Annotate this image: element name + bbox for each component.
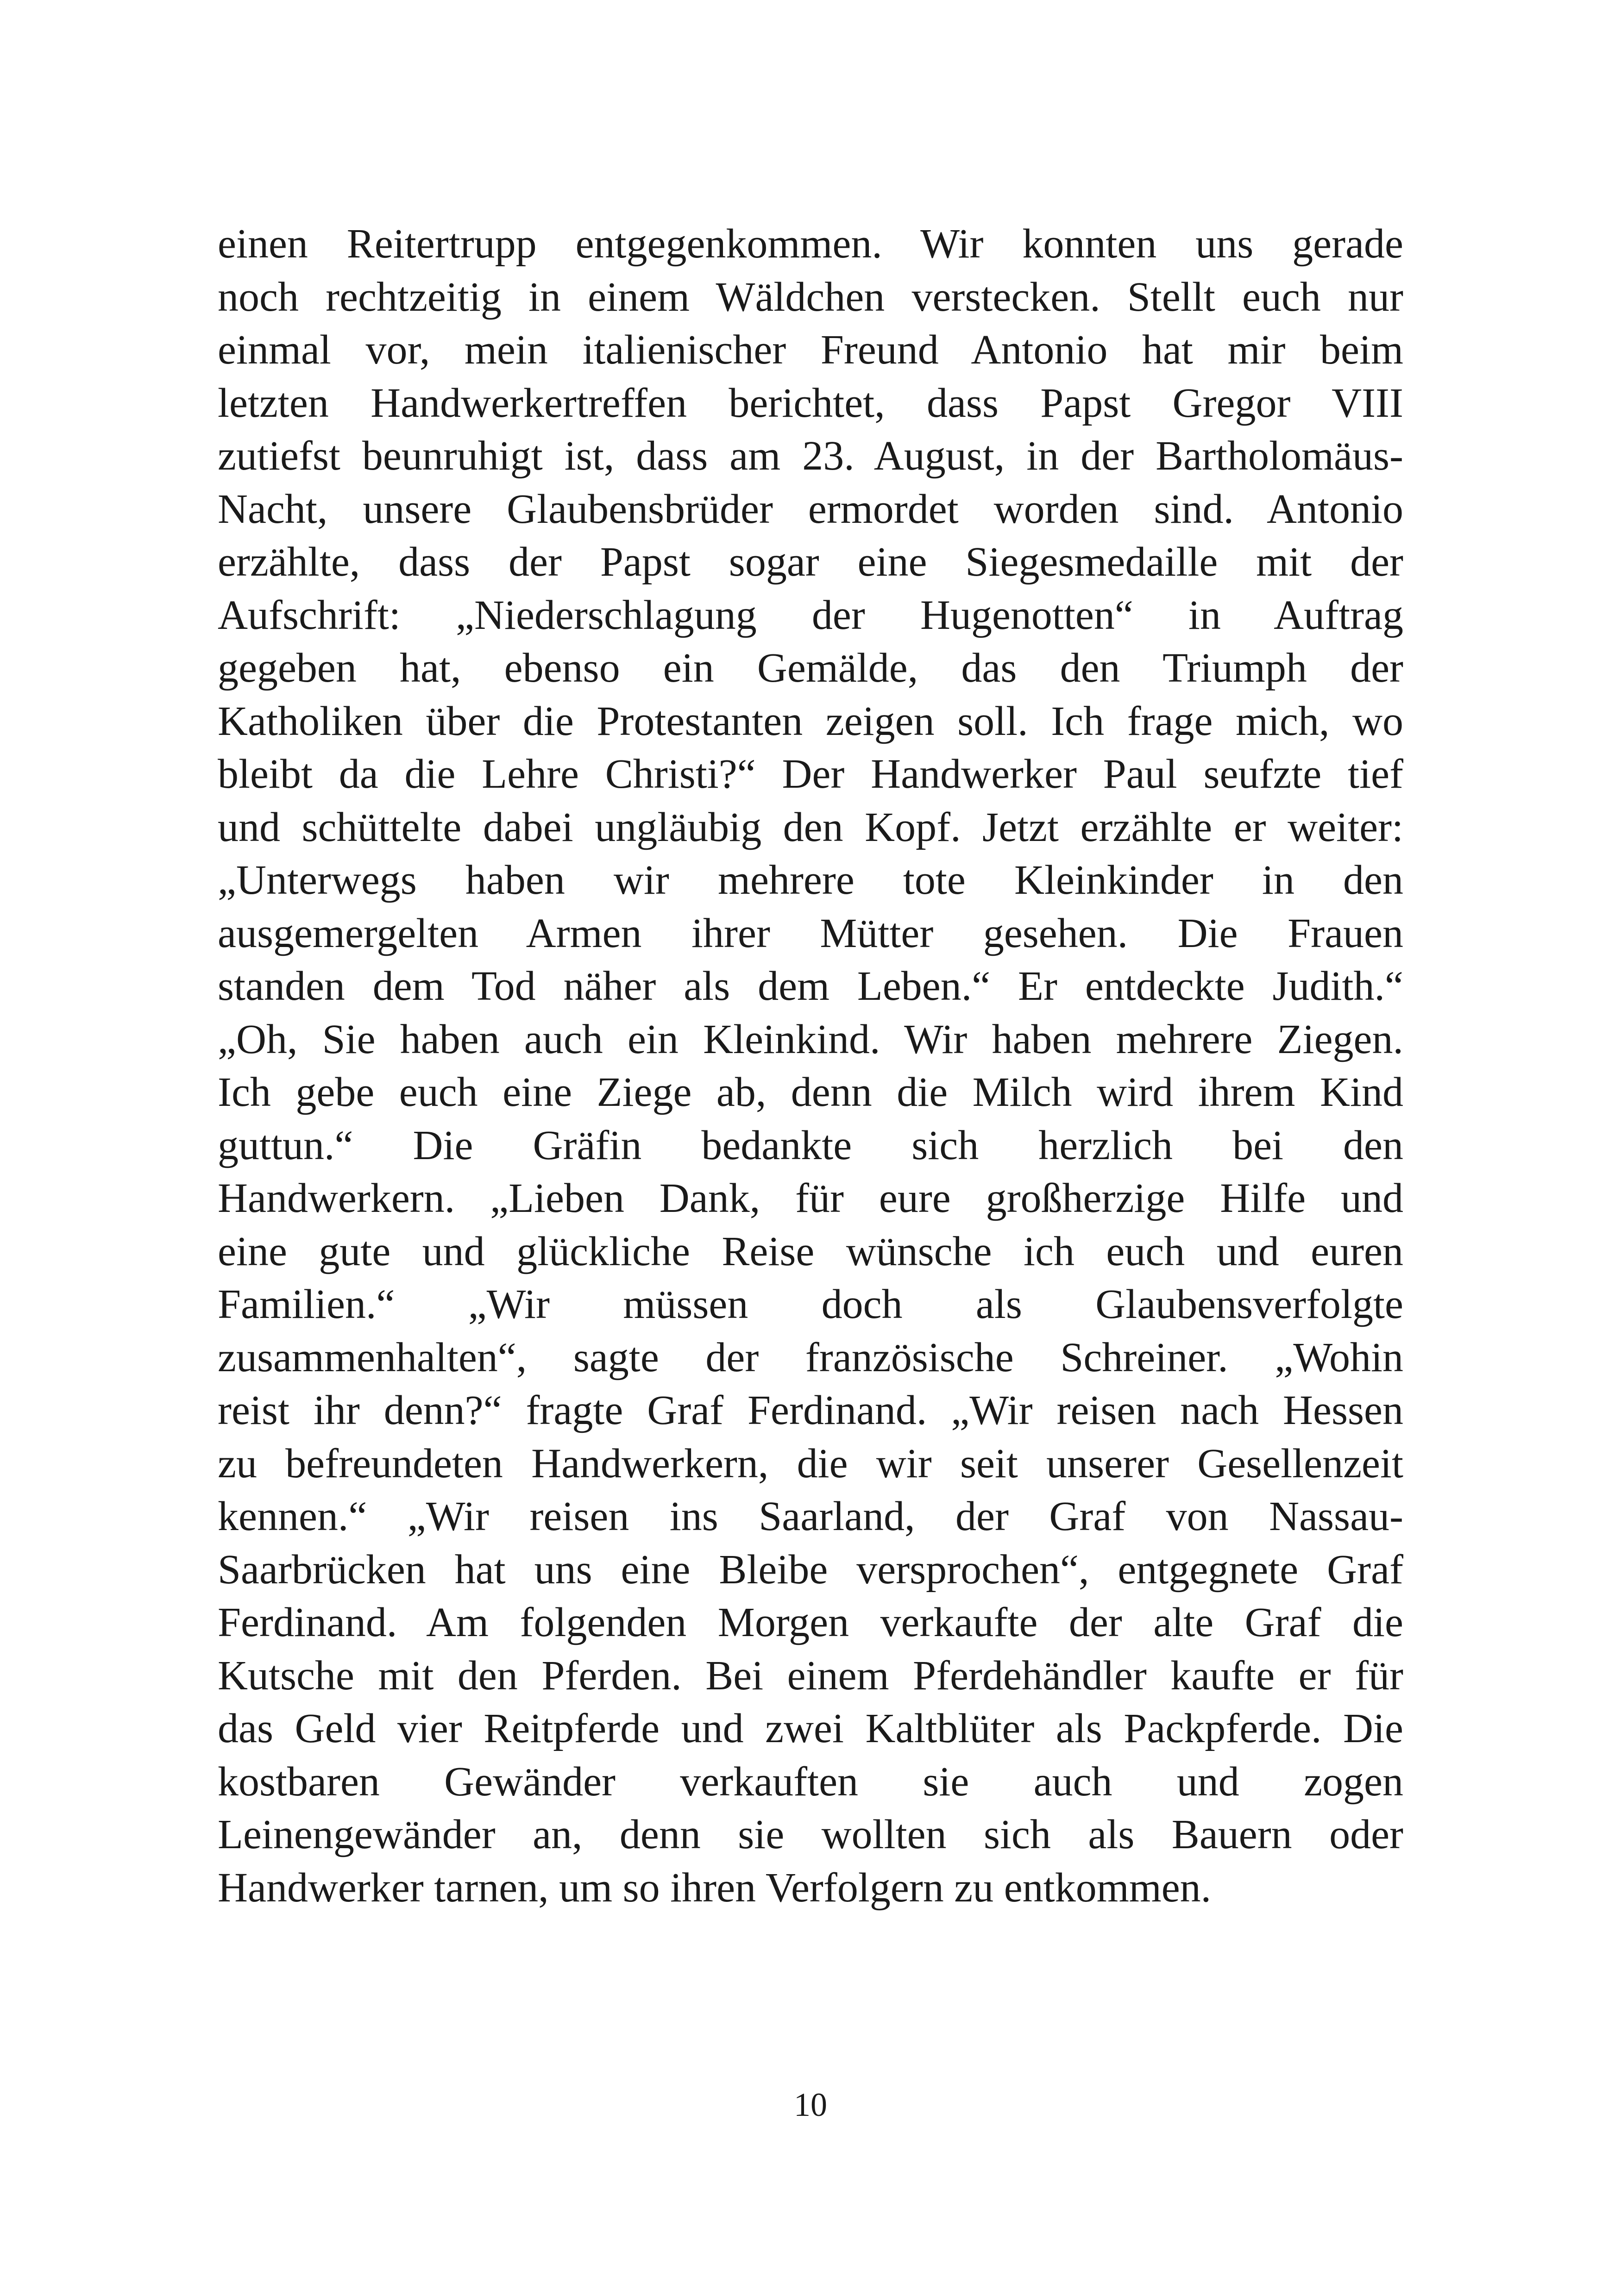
text-line: erzählte, dass der Papst sogar eine Siegesmedaille mit der (218, 539, 1403, 585)
text-line: Aufschrift: „Niederschlagung der Hugenotten“ in Auftrag (218, 592, 1403, 638)
text-line: bleibt da die Lehre Christi?“ Der Handwerker Paul seufzte tief (218, 751, 1403, 797)
page-number: 10 (794, 2086, 827, 2123)
text-line: Handwerkern. „Lieben Dank, für eure großherzige Hilfe und (218, 1175, 1403, 1221)
text-line: Katholiken über die Protestanten zeigen soll. Ich frage mich, wo (218, 698, 1403, 744)
text-line: „Oh, Sie haben auch ein Kleinkind. Wir haben mehrere Ziegen. (218, 1016, 1403, 1062)
body-text (218, 218, 1403, 1914)
text-line: letzten Handwerkertreffen berichtet, dass Papst Gregor VIII (218, 380, 1403, 426)
text-line: zusammenhalten“, sagte der französische Schreiner. „Wohin (218, 1334, 1403, 1380)
text-line: Saarbrücken hat uns eine Bleibe versprochen“, entgegnete Graf (218, 1546, 1403, 1593)
text-line: kostbaren Gewänder verkauften sie auch und zogen (218, 1758, 1403, 1805)
text-line: Kutsche mit den Pferden. Bei einem Pferdehändler kaufte er für (218, 1652, 1403, 1699)
text-line: noch rechtzeitig in einem Wäldchen verstecken. Stellt euch nur (218, 274, 1403, 320)
text-line: „Unterwegs haben wir mehrere tote Kleinkinder in den (218, 857, 1403, 903)
text-line: Ich gebe euch eine Ziege ab, denn die Milch wird ihrem Kind (218, 1069, 1403, 1115)
text-line: einen Reitertrupp entgegenkommen. Wir konnten uns gerade (218, 221, 1403, 267)
text-line-last: Handwerker tarnen, um so ihren Verfolgern zu entkommen. (218, 1864, 1212, 1911)
text-line: guttun.“ Die Gräfin bedankte sich herzlich bei den (218, 1122, 1403, 1168)
text-line: das Geld vier Reitpferde und zwei Kaltblüter als Packpferde. Die (218, 1706, 1403, 1751)
text-line: Leinengewänder an, denn sie wollten sich als Bauern oder (218, 1812, 1403, 1857)
text-line: gegeben hat, ebenso ein Gemälde, das den Triumph der (218, 645, 1403, 691)
text-line: eine gute und glückliche Reise wünsche ich euch und euren (218, 1228, 1403, 1274)
text-line: Nacht, unsere Glaubensbrüder ermordet worden sind. Antonio (218, 486, 1403, 532)
text-line: kennen.“ „Wir reisen ins Saarland, der Graf von Nassau- (218, 1493, 1403, 1539)
text-line: ausgemergelten Armen ihrer Mütter gesehen. Die Frauen (218, 910, 1403, 956)
text-line: und schüttelte dabei ungläubig den Kopf. Jetzt erzählte er weiter: (218, 804, 1403, 850)
text-line: reist ihr denn?“ fragte Graf Ferdinand. „Wir reisen nach Hessen (218, 1387, 1403, 1433)
text-line: zutiefst beunruhigt ist, dass am 23. August, in der Bartholomäus- (218, 433, 1403, 479)
text-line: zu befreundeten Handwerkern, die wir seit unserer Gesellenzeit (218, 1440, 1403, 1487)
text-line: Familien.“ „Wir müssen doch als Glaubensverfolgte (218, 1281, 1403, 1327)
text-line: Ferdinand. Am folgenden Morgen verkaufte der alte Graf die (218, 1600, 1403, 1645)
text-line: standen dem Tod näher als dem Leben.“ Er entdeckte Judith.“ (218, 963, 1403, 1009)
text-line: einmal vor, mein italienischer Freund Antonio hat mir beim (218, 327, 1403, 373)
